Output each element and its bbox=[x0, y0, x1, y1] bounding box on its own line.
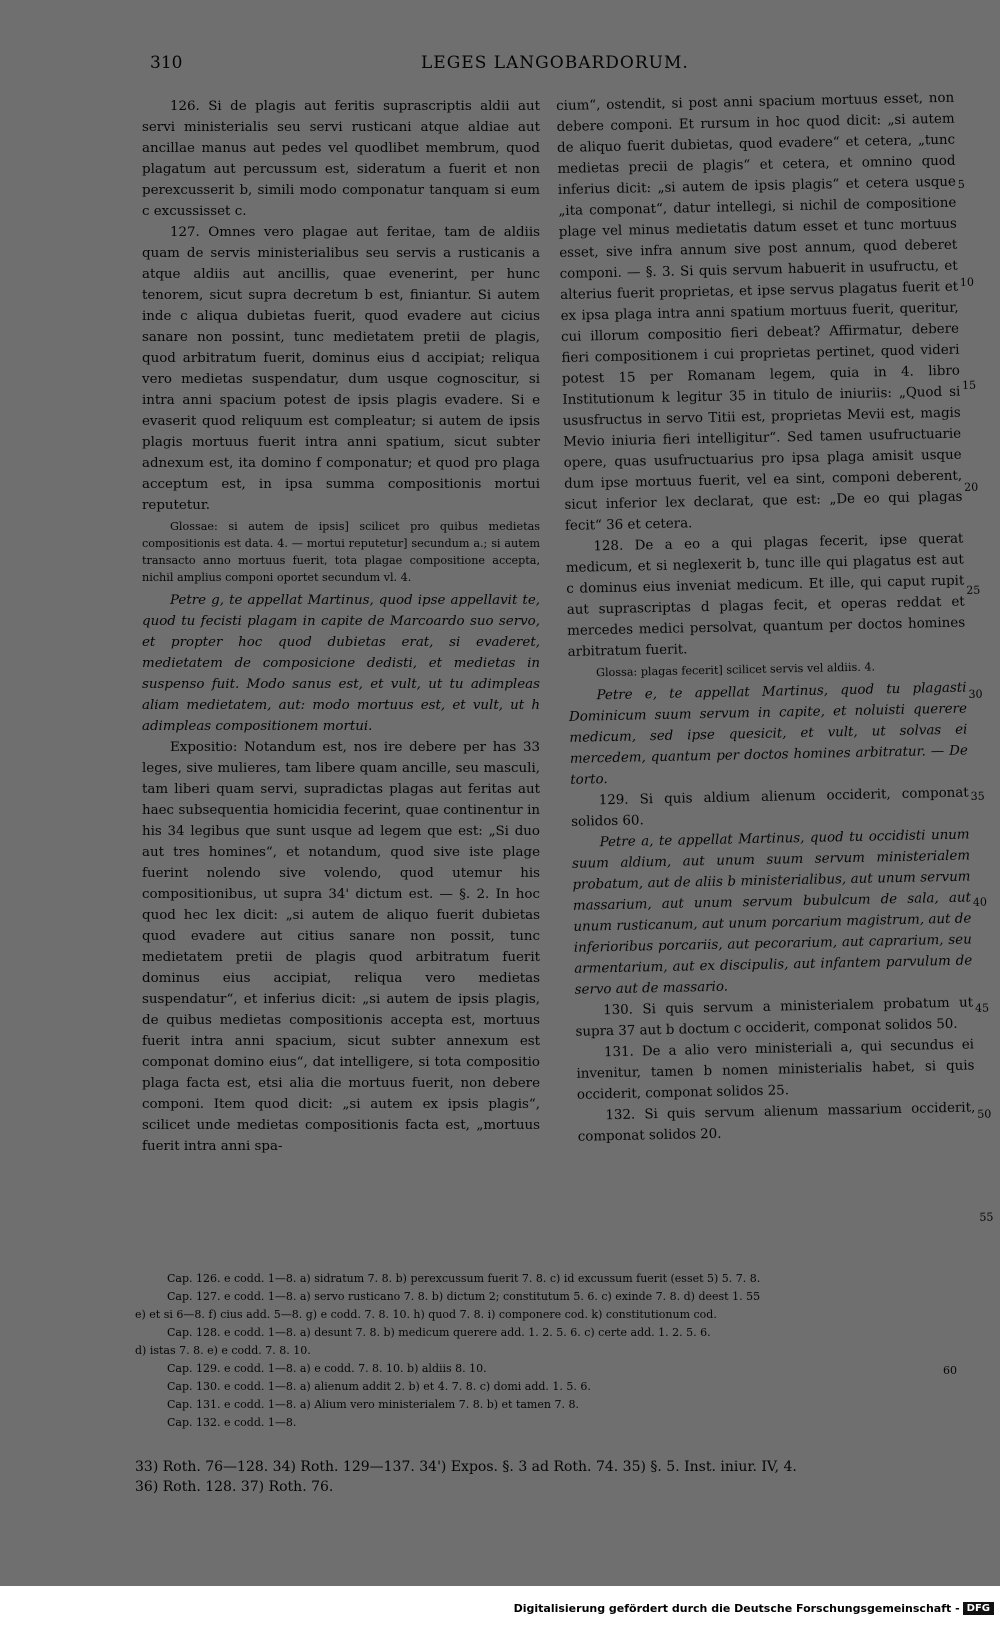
line-number: 35 bbox=[970, 789, 985, 803]
page-title: LEGES LANGOBARDORUM. bbox=[421, 53, 689, 73]
note-line: Cap. 132. e codd. 1—8. bbox=[167, 1416, 297, 1429]
funding-notice: Digitalisierung gefördert durch die Deutsche Forschungsgemeinschaft - bbox=[513, 1601, 960, 1615]
reference-line: 33) Roth. 76—128. 34) Roth. 129—137. 34') Expos. §. 3 ad Roth. 74. 35) §. 5. Inst. iniur. IV, 4. bbox=[135, 1459, 797, 1475]
dfg-footer bbox=[514, 1597, 994, 1619]
note-line: Cap. 130. e codd. 1—8. a) alienum addit 2. b) et 4. 7. 8. c) domi add. 1. 5. 6. bbox=[167, 1380, 591, 1393]
page-number: 310 bbox=[150, 53, 183, 73]
line-number: 5 bbox=[957, 177, 965, 191]
expositio-continued: cium“, ostendit, si post anni spacium mortuus esset, non debere componi. Et rursum in hoc quod dicit: „si autem de aliquo fuerit dubietas, quod evadere“ et cetera, „tunc medietas precii de plagis“ et cetera, et omnino quod inferius dicit: „si autem de ipsis plagis“ et cetera usque „ita componat“, datur intellegi, si nichil de compositione plage vel minus medietatis datum esset et tunc mortuus esset, sive infra annum sive post annum, quod deberet componi. — §. 3. Si quis servum habuerit in usufructu, et alterius fuerit proprietas, et ipse servus plagatus fuerit et ex ipsa plaga intra anni spatium mortuus fuerit, queritur, cui illorum compositio fieri debeat? Affirmatur, debere fieri compositionem i cui proprietas pertinet, quod videri potest 15 per Romanam legem, quia in 4. libro Institutionum k legitur 35 in titulo de iniuriis: „Quod si ususfructus in servo Titii est, proprietas Mevii est, magis Mevio iniuria fieri intelligitur“. Sed tamen usufructuarie opere, quas usufructuarius pro ipsa plaga amisit usque dum ipse mortuus fuerit, vel ea sint, componi deberent, sicut inferior lex declarat, que est: „De eo qui plagas fecit“ 36 et cetera. bbox=[556, 90, 963, 534]
left-text-column bbox=[142, 96, 540, 1157]
formula-128: Petre e, te appellat Martinus, quod tu plagasti Dominicum suum servum in capite, et noluisti querere medicum, sed ipse quesicit, et vult, ut solvas ei mercedem, quantum per doctos homines arbitratur. — De torto. bbox=[568, 680, 968, 788]
line-number: 45 bbox=[974, 1001, 990, 1015]
line-number: 40 bbox=[972, 895, 988, 909]
right-text-column bbox=[556, 88, 979, 1148]
line-number: 20 bbox=[964, 480, 979, 494]
line-number: 30 bbox=[968, 687, 983, 701]
line-number: 10 bbox=[959, 275, 975, 289]
dfg-logo: DFG bbox=[963, 1602, 994, 1615]
line-number: 55 bbox=[979, 1210, 994, 1224]
law-132: 132. Si quis servum alienum massarium occiderit, componat solidos 20. bbox=[577, 1100, 976, 1145]
law-127: 127. Omnes vero plagae aut feritae, tam de aldiis quam de servis ministerialibus seu servis a rusticanis a atque aldiis aut ancillis, quae evenerint, per hunc tenorem, sicut supra decretum b est, finiantur. Si autem inde c aliqua dubietas fuerit, quod evadere aut cicius sanare non possint, tunc medietatem pretii de plagis, quod arbitratum fuerit, dominus eius d accipiat; reliqua vero medietas suspendatur, dum usque cognoscitur, si intra anni spacium potest de ipsis plagis evadere. Si e evaserit quod reliquum est compleatur; si autem de ipsis plagis mortuus fuerit intra anni spatium, sicut subter adnexum est, ita domino f componatur; et quod pro plaga acceptum est, in ipsa summa compositionis mortui reputetur. bbox=[142, 225, 540, 513]
law-126: 126. Si de plagis aut feritis suprascriptis aldii aut servi ministerialis seu servi rusticani atque aldiae aut ancillae manus aut pedes vel quodlibet membrum, quod plagatum aut percussum est, sideratum a fuerit et non perexcusserit b, simili modo componatur tanquam si eum c excussisset c. bbox=[142, 99, 540, 219]
gloss-128: Glossa: plagas fecerit] scilicet servis vel aldiis. 4. bbox=[595, 660, 876, 680]
law-129: 129. Si quis aldium alienum occiderit, componat solidos 60. bbox=[571, 785, 969, 830]
law-128: 128. De a eo a qui plagas fecerit, ipse querat medicum, et si neglexerit b, tunc ille qui plagatus est aut c dominus eius inveniat medicum. Et ille, qui caput rupit aut suprascriptas d plagas fecit, et operas reddat et mercedes medici persolvat, quantum per doctos homines arbitratum fuerit. bbox=[565, 531, 966, 660]
formula-129: Petre a, te appellat Martinus, quod tu occidisti unum suum aldium, aut unum suum servum ministerialem probatum, aut de aliis b ministerialibus, aut unum servum massarium, aut unum servum bubulcum de sala, aut unum rusticanum, aut unum porcarium magistrum, aut de inferioribus porcariis, aut pecorarium, aut caprarium, seu armentarium, aut ex discipulis, aut infantem parvulum de servo aut de massario. bbox=[571, 827, 973, 998]
critical-apparatus bbox=[135, 1270, 957, 1432]
note-line: Cap. 128. e codd. 1—8. a) desunt 7. 8. b) medicum querere add. 1. 2. 5. 6. c) certe add. 1. 2. 5. 6. bbox=[167, 1326, 711, 1339]
note-line: Cap. 126. e codd. 1—8. a) sidratum 7. 8. b) perexcussum fuerit 7. 8. c) id excussum fuerit (esset 5) 5. 7. 8. bbox=[167, 1272, 761, 1285]
note-line: e) et si 6—8. f) cius add. 5—8. g) e codd. 7. 8. 10. h) quod 7. 8. i) componere cod. k) constitutionum cod. bbox=[135, 1308, 717, 1321]
line-number: 15 bbox=[961, 378, 977, 392]
gloss-127: Glossae: si autem de ipsis] scilicet pro quibus medietas compositionis est data. 4. — mortui reputetur] secundum a.; si autem transacto anno mortuus fuerit, tota plagae compositione accepta, nichil amplius componi oportet secundum vl. 4. bbox=[142, 520, 540, 584]
law-131: 131. De a alio vero ministeriali a, qui secundus ei invenitur, tamen b nomen ministerialis habet, si quis occiderit, componat solidos 25. bbox=[576, 1037, 975, 1103]
line-number: 60 bbox=[943, 1364, 957, 1377]
source-references bbox=[135, 1457, 935, 1497]
law-130: 130. Si quis servum a ministerialem probatum ut supra 37 aut b doctum c occiderit, componat solidos 50. bbox=[575, 995, 974, 1040]
note-line: Cap. 129. e codd. 1—8. a) e codd. 7. 8. 10. b) aldiis 8. 10. bbox=[167, 1362, 487, 1375]
line-number: 25 bbox=[966, 583, 981, 597]
formula-127: Petre g, te appellat Martinus, quod ipse appellavit te, quod tu fecisti plagam in capite de Marcoardo suo servo, et propter hoc quod dubietas erat, si evaderet, medietatem de composicione dedisti, et medietas in suspenso fuit. Modo sanus est, et vult, ut tu adimpleas aliam medietatem, aut: modo mortuus est, et vult, ut h adimpleas compositionem mortui. bbox=[142, 593, 540, 734]
line-number: 50 bbox=[977, 1107, 992, 1121]
expositio-127: Expositio: Notandum est, nos ire debere per has 33 leges, sive mulieres, tam libere quam ancille, seu masculi, tam liberi quam servi, supradictas plagas aut feritas aut haec subsequentia homicidia fecerint, quae continentur in his 34 legibus que sunt usque ad legem que est: „Si duo aut tres homines“, et notandum, quod sive iste plage fuerint nolendo sive volendo, quod utemur his compositionibus, ut supra 34' dictum est. — §. 2. In hoc quod hec lex dicit: „si autem de aliquo fuerit dubietas quod evadere aut citius sanare non possit, tunc medietatem pretii de plagis quod arbitratum fuerit dominus eius accipiat, reliqua vero medietas suspendatur“, et inferius dicit: „si autem de ipsis plagis, de quibus medietas compositionis accepta est, mortuus fuerit intra anni spacium, sicut subter annexum est componat domino eius“, dat intelligere, si tota compositio plaga facta est, etsi alia die mortuus fuerit, non debere componi. Item quod dicit: „si autem ex ipsis plagis“, scilicet unde medietas compositionis facta est, „mortuus fuerit intra anni spa- bbox=[142, 740, 540, 1154]
reference-line: 36) Roth. 128. 37) Roth. 76. bbox=[135, 1479, 334, 1495]
note-line: d) istas 7. 8. e) e codd. 7. 8. 10. bbox=[135, 1344, 311, 1357]
note-line: Cap. 127. e codd. 1—8. a) servo rusticano 7. 8. b) dictum 2; constitutum 5. 6. c) exinde 7. 8. d) deest 1. 55 bbox=[167, 1290, 761, 1303]
note-line: Cap. 131. e codd. 1—8. a) Alium vero ministerialem 7. 8. b) et tamen 7. 8. bbox=[167, 1398, 579, 1411]
